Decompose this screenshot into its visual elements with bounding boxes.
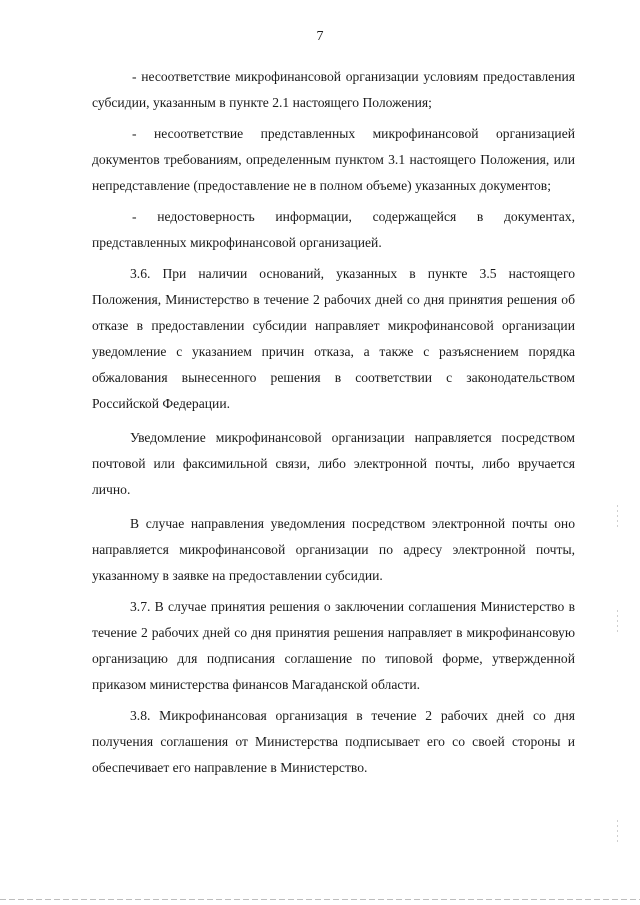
paragraph-bullet-unreliable-info: - недостоверность информации, содержащейся в документах, представленных микрофинансовой организацией. xyxy=(92,209,575,250)
scan-edge-mark xyxy=(617,820,618,844)
paragraph-3-7: 3.7. В случае принятия решения о заключении соглашения Министерство в течение 2 рабочих дней со дня принятия решения направляет в микрофинансовую организацию для подписания соглашение по типовой форме, утвержденной приказом министерства финансов Магаданской области. xyxy=(92,599,575,692)
paragraph-bullet-documents: - несоответствие представленных микрофинансовой организацией документов требованиям, определенным пунктом 3.1 настоящего Положения, или непредставление (предоставление не в полном объеме) указанных документов; xyxy=(92,126,575,193)
paragraph-notification-delivery: Уведомление микрофинансовой организации направляется посредством почтовой или факсимильной связи, либо электронной почты, либо вручается лично. xyxy=(92,430,575,497)
paragraph-3-6: 3.6. При наличии оснований, указанных в пункте 3.5 настоящего Положения, Министерство в течение 2 рабочих дней со дня принятия решения об отказе в предоставлении субсидии направляет микрофинансовой организации уведомление с указанием причин отказа, а также с разъяснением порядка обжалования вынесенного решения в соответствии с законодательством Российской Федерации. xyxy=(92,266,575,411)
scan-edge-mark xyxy=(617,610,618,634)
paragraph-bullet-subsidy-conditions: - несоответствие микрофинансовой организации условиям предоставления субсидии, указанным в пункте 2.1 настоящего Положения; xyxy=(92,69,575,110)
paragraph-3-8: 3.8. Микрофинансовая организация в течение 2 рабочих дней со дня получения соглашения от Министерства подписывает его со своей стороны и обеспечивает его направление в Министерство. xyxy=(92,708,575,775)
footer-rule xyxy=(0,899,640,900)
scan-edge-mark xyxy=(617,505,618,529)
document-body xyxy=(92,64,575,781)
page-number: 7 xyxy=(316,29,324,44)
paragraph-email-notification: В случае направления уведомления посредством электронной почты оно направляется микрофинансовой организации по адресу электронной почты, указанному в заявке на предоставлении субсидии. xyxy=(92,516,575,583)
